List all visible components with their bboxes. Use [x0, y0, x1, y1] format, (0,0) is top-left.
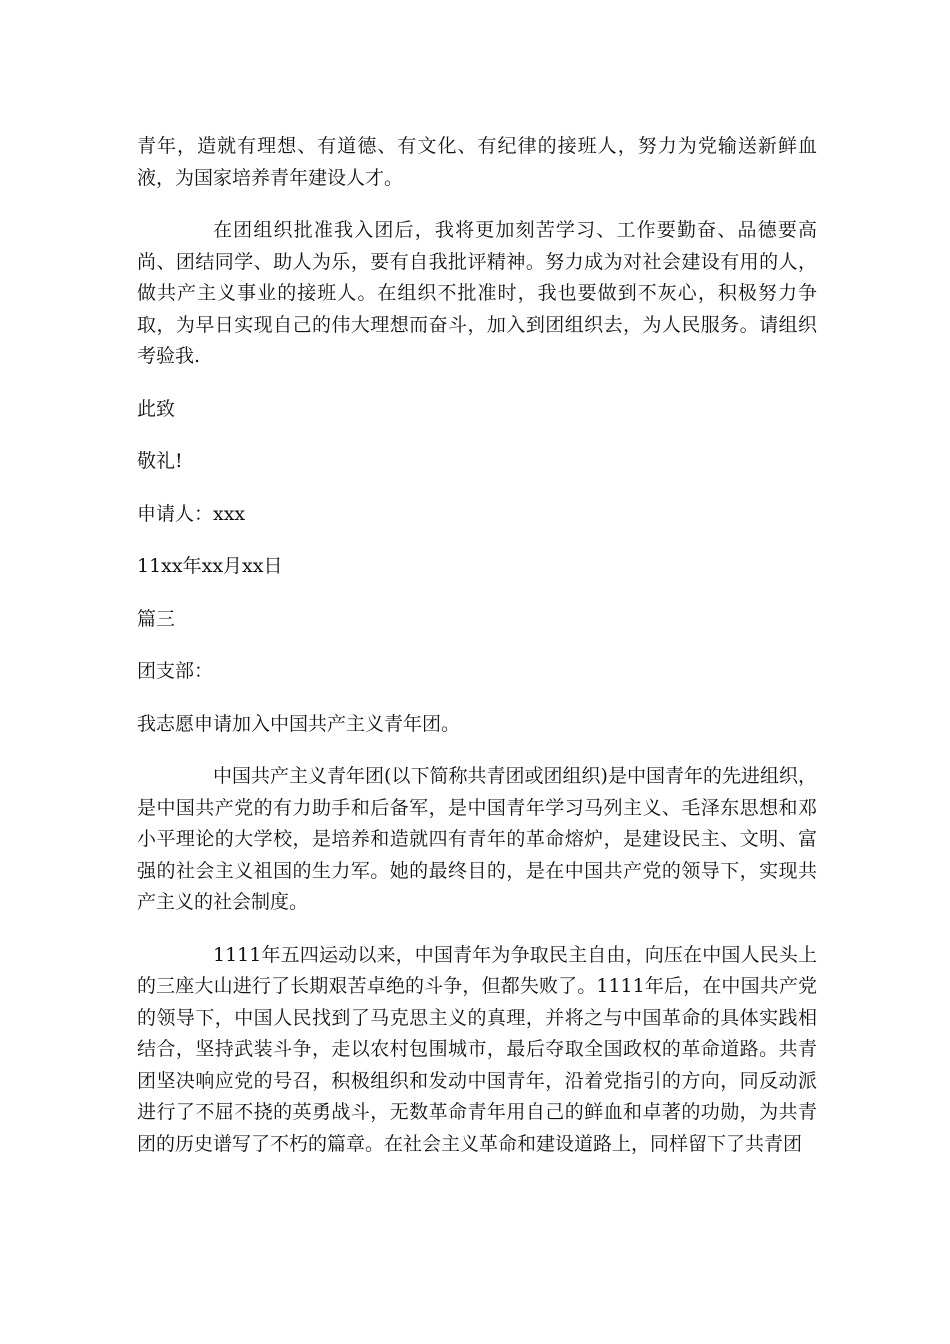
paragraph-league-intro: 中国共产主义青年团(以下简称共青团或团组织)是中国青年的先进组织，是中国共产党的有力助手和后备军，是中国青年学习马列主义、毛泽东思想和邓小平理论的大学校，是培养和造就四有青年的革命熔炉，是建设民主、文明、富强的社会主义祖国的生力军。她的最终目的，是在中国共产党的领导下，实现共产主义的社会制度。: [137, 765, 817, 913]
paragraph-history: 1111年五四运动以来，中国青年为争取民主自由，向压在中国人民头上的三座大山进行了长期艰苦卓绝的斗争，但都失败了。1111年后，在中国共产党的领导下，中国人民找到了马克思主义的真理，并将之与中国革命的具体实践相结合，坚持武装斗争，走以农村包围城市，最后夺取全国政权的革命道路。共青团坚决响应党的号召，积极组织和发动中国青年，沿着党指引的方向，同反动派进行了不屈不挠的英勇战斗，无数革命青年用自己的鲜血和卓著的功勋，为共青团的历史谱写了不朽的篇章。在社会主义革命和建设道路上，同样留下了共青团: [137, 943, 817, 1155]
recipient-line: 团支部：: [137, 660, 214, 682]
document-body: [137, 131, 817, 1181]
section-heading: 篇三: [137, 607, 176, 630]
application-date: 11xx年xx月xx日: [137, 555, 283, 577]
paragraph-continuation: 青年，造就有理想、有道德、有文化、有纪律的接班人，努力为党输送新鲜血液，为国家培养青年建设人才。: [137, 135, 817, 189]
closing-salutation: 此致: [137, 397, 176, 420]
paragraph-commitment: 在团组织批准我入团后，我将更加刻苦学习、工作要勤奋、品德要高尚、团结同学、助人为乐，要有自我批评精神。努力成为对社会建设有用的人，做共产主义事业的接班人。在组织不批准时，我也要做到不灰心，积极努力争取，为早日实现自己的伟大理想而奋斗，加入到团组织去，为人民服务。请组织考验我.: [137, 219, 817, 367]
closing-respect: 敬礼!: [137, 450, 183, 472]
application-statement: 我志愿申请加入中国共产主义青年团。: [137, 712, 461, 735]
applicant-signature: 申请人：xxx: [137, 502, 246, 525]
